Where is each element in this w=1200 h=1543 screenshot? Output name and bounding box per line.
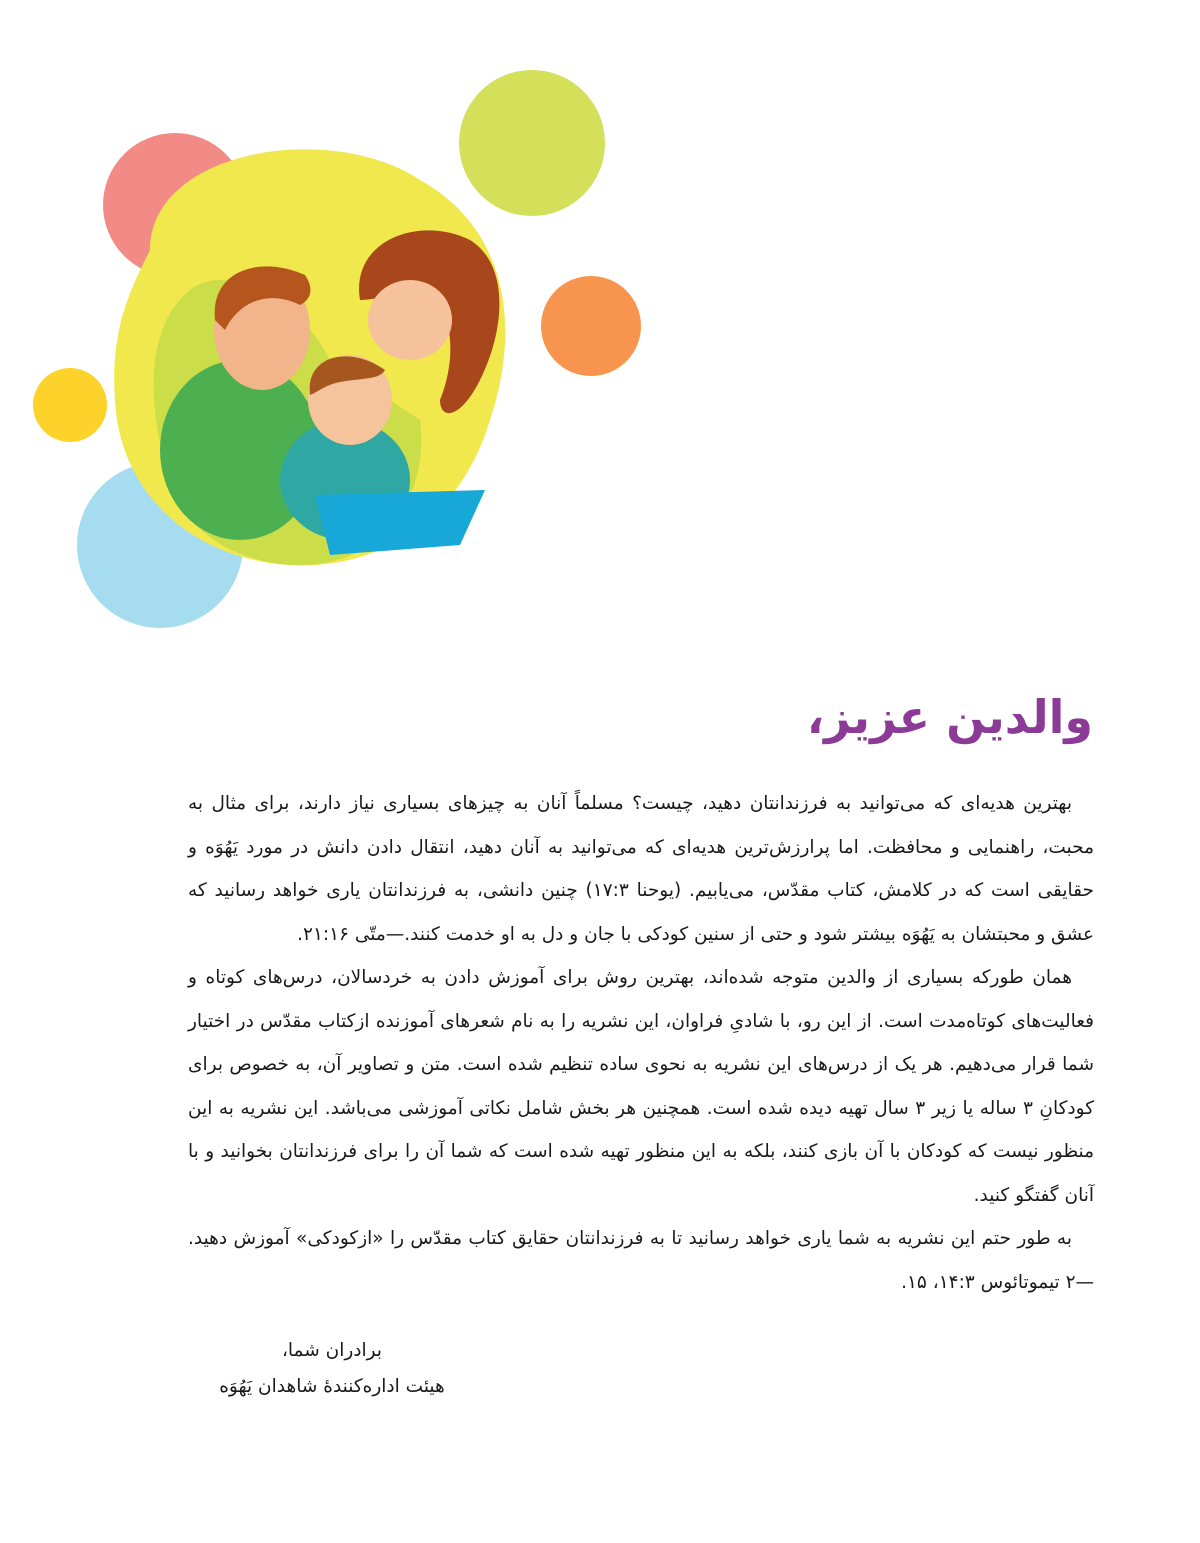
paragraph: همان طورکه بسیاری از والدین متوجه شده‌اند، بهترین روش برای آموزش دادن به خردسالان، درس‌های کوتاه و فعالیت‌های کوتاه‌مدت است. از این رو، با شادیِ فراوان، این نشریه را به نام شعرهای آموزنده ازکتاب مقدّس در اختیار شما قرار می‌دهیم. هر یک از درس‌های این نشریه به نحوی ساده تنظیم شده است. متن و تصاویر آن، به خصوص برای کودکانِ ۳ ساله یا زیر ۳ سال تهیه دیده شده است. همچنین هر بخش شامل نکاتی آموزشی می‌باشد. این نشریه به این منظور نیست که کودکان با آن بازی کنند، بلکه به این منظور تهیه شده است که شما آن را برای فرزندانتان بخوانید و با آنان گفتگو کنید.: [188, 967, 1095, 1206]
signature-closing: برادران شما،: [281, 1340, 383, 1361]
letter-body: [188, 782, 1094, 1304]
signature: [212, 1333, 452, 1405]
paragraph: به طور حتم این نشریه به شما یاری خواهد رسانید تا به فرزندانتان حقایق کتاب مقدّس را «ازکودکی» آموزش دهید.—۲ تیموتائوس ۳:‏۱۴، ۱۵.: [188, 1228, 1094, 1293]
lime-circle: [459, 70, 605, 216]
paragraph: بهترین هدیه‌ای که می‌توانید به فرزندانتان دهید، چیست؟ مسلماً آنان به چیزهای بسیاری نیاز دارند، برای مثال به محبت، راهنمایی و محافظت. اما پرارزش‌ترین هدیه‌ای که می‌توانید به آنان دهید، انتقال دادن دانش در مورد یَهُوَه و حقایقی است که در کلامش، کتاب مقدّس، می‌یابیم. (یوحنا ۱۷:۳) چنین دانشی، به فرزندانتان یاری خواهد رسانید که عشق و محبتشان به یَهُوَه بیشتر شود و حتی از سنین کودکی با جان و دل به او خدمت کنند.—متّی ۲۱:۱۶.: [188, 793, 1094, 945]
book: [315, 490, 485, 555]
signature-signer: هیئت اداره‌کنندهٔ شاهدان یَهُوَه: [219, 1376, 445, 1397]
page-title: والدین عزیز،: [806, 690, 1093, 744]
family-illustration: [0, 0, 700, 650]
yellow-circle: [33, 368, 107, 442]
mother-face: [368, 280, 452, 360]
orange-circle: [541, 276, 641, 376]
